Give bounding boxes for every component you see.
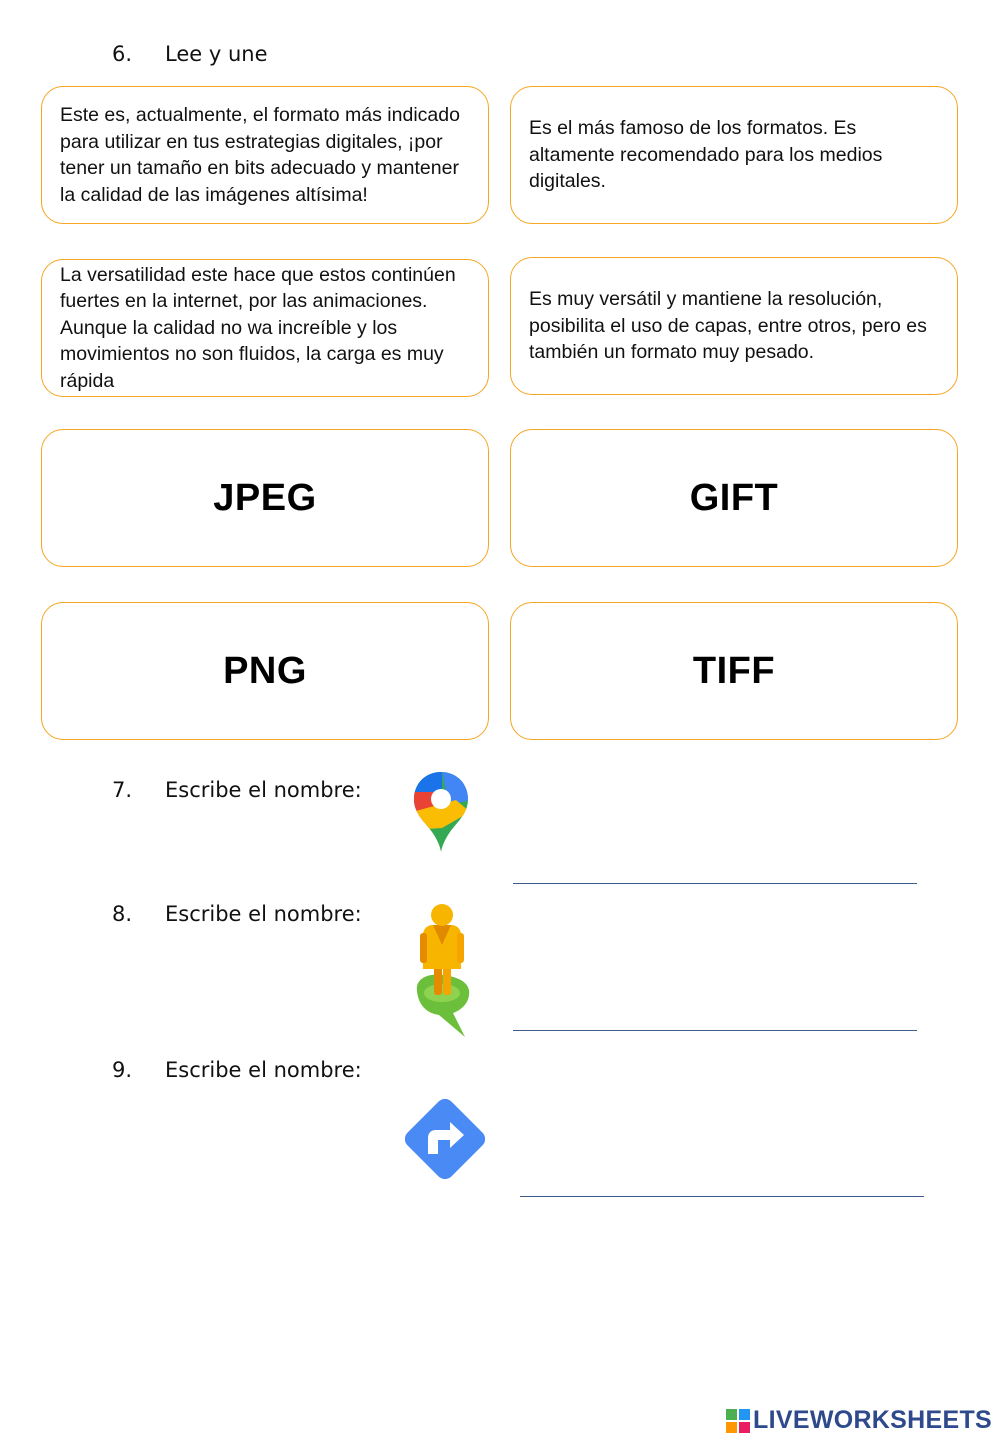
description-card-1[interactable]	[41, 86, 489, 224]
question-7-number: 7.	[112, 778, 133, 802]
question-7-prompt: Escribe el nombre:	[165, 778, 362, 802]
format-label-gift: GIFT	[689, 476, 779, 519]
liveworksheets-logo-icon	[726, 1409, 750, 1433]
question-9-prompt: Escribe el nombre:	[165, 1058, 362, 1082]
description-text-4: Es muy versátil y mantiene la resolución, posibilita el uso de capas, entre otros, pero es también un formato muy pesado.	[529, 288, 927, 364]
answer-line-9[interactable]	[520, 1196, 924, 1197]
description-card-4[interactable]	[510, 257, 958, 395]
street-view-pegman-icon	[413, 903, 473, 1041]
question-8-prompt: Escribe el nombre:	[165, 902, 362, 926]
format-label-jpeg: JPEG	[213, 476, 317, 519]
google-maps-pin-icon	[412, 770, 470, 854]
description-text-1: Este es, actualmente, el formato más indicado para utilizar en tus estrategias digitales, ¡por tener un tamaño en bits adecuado y mantener la calidad de las imágenes altísima!	[60, 104, 460, 206]
format-label-tiff: TIFF	[692, 649, 776, 692]
format-card-jpeg[interactable]	[41, 429, 489, 567]
description-card-3[interactable]	[41, 259, 489, 397]
description-text-3: La versatilidad este hace que estos continúen fuertes en la internet, por las animaciones. Aunque la calidad no wa increíble y los movimientos no son fluidos, la carga es muy rápida	[60, 263, 456, 392]
answer-line-8[interactable]	[513, 1030, 917, 1031]
answer-line-7[interactable]	[513, 883, 917, 884]
question-6-number: 6.	[112, 42, 133, 66]
question-6-prompt: Lee y une	[165, 42, 268, 66]
directions-sign-icon	[398, 1092, 492, 1186]
format-card-tiff[interactable]	[510, 602, 958, 740]
format-label-png: PNG	[223, 649, 307, 692]
liveworksheets-logo	[726, 1406, 992, 1435]
description-text-2: Es el más famoso de los formatos. Es altamente recomendado para los medios digitales.	[529, 117, 883, 193]
format-card-png[interactable]	[41, 602, 489, 740]
description-card-2[interactable]	[510, 86, 958, 224]
format-card-gift[interactable]	[510, 429, 958, 567]
question-8-number: 8.	[112, 902, 133, 926]
liveworksheets-brand-text: LIVEWORKSHEETS	[753, 1406, 992, 1434]
question-9-number: 9.	[112, 1058, 133, 1082]
